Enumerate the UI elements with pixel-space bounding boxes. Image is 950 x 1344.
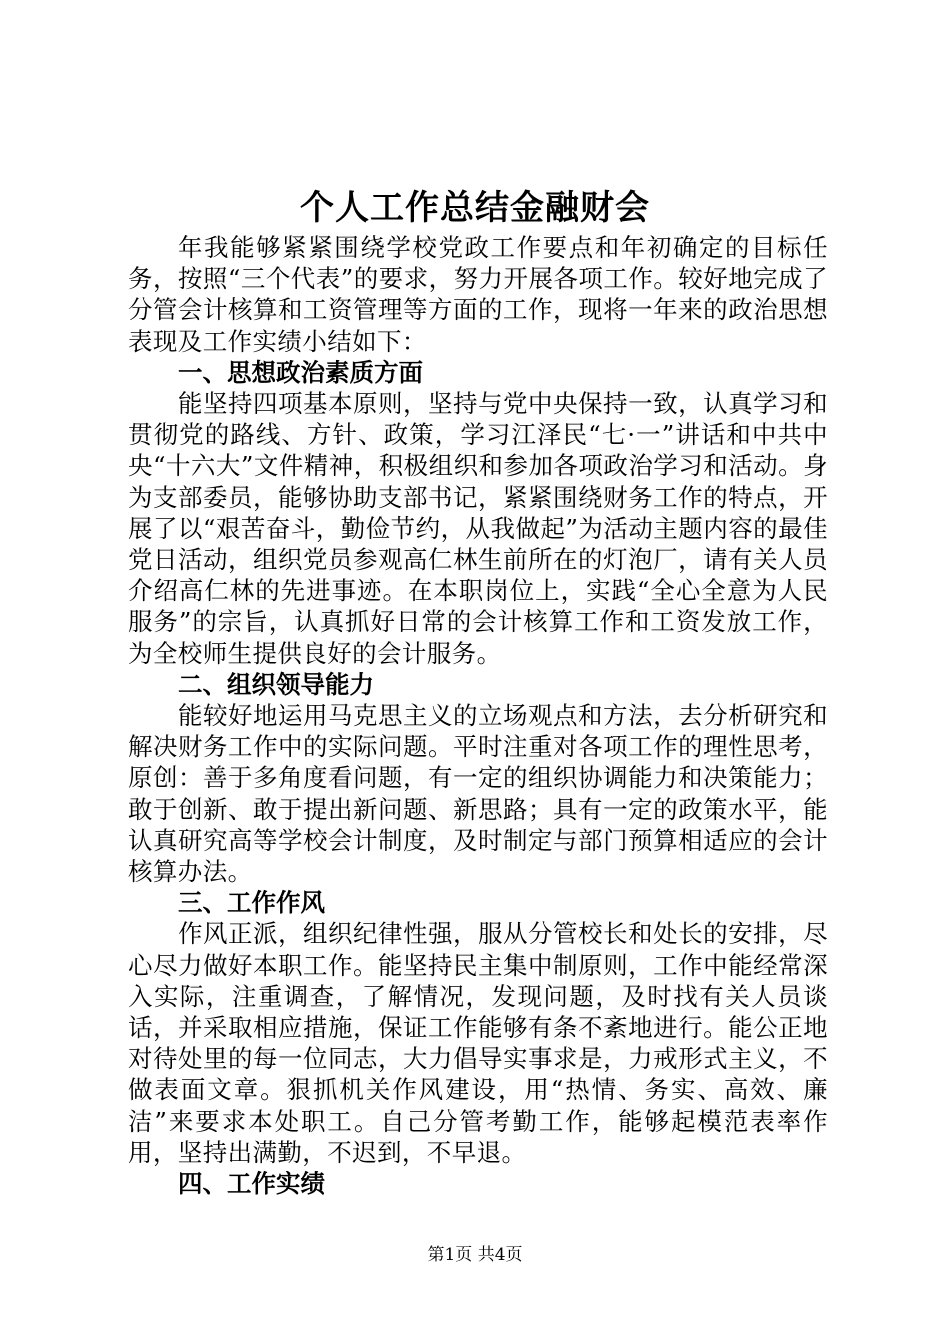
section-heading-2: 二、组织领导能力 (178, 669, 374, 699)
section-paragraph-2: 能较好地运用马克思主义的立场观点和方法，去分析研究和解决财务工作中的实际问题。平时注重对各项工作的理性思考，原创：善于多角度看问题，有一定的组织协调能力和决策能力；敢于创新、敢于提出新问题、新思路；具有一定的政策水平，能认真研究高等学校会计制度，及时制定与部门预算相适应的会计核算办法。 (128, 701, 828, 887)
document-title: 个人工作总结金融财会 (300, 188, 650, 228)
intro-paragraph: 年我能够紧紧围绕学校党政工作要点和年初确定的目标任务，按照“三个代表”的要求，努力开展各项工作。较好地完成了分管会计核算和工资管理等方面的工作，现将一年来的政治思想表现及工作实绩小结如下： (128, 233, 828, 356)
document-body (128, 232, 828, 1199)
section-paragraph-1: 能坚持四项基本原则，坚持与党中央保持一致，认真学习和贯彻党的路线、方针、政策，学习江泽民“七·一”讲话和中共中央“十六大”文件精神，积极组织和参加各项政治学习和活动。身为支部委员，能够协助支部书记，紧紧围绕财务工作的特点，开展了以“艰苦奋斗，勤俭节约，从我做起”为活动主题内容的最佳党日活动，组织党员参观高仁林生前所在的灯泡厂，请有关人员介绍高仁林的先进事迹。在本职岗位上，实践“全心全意为人民服务”的宗旨，认真抓好日常的会计核算工作和工资发放工作，为全校师生提供良好的会计服务。 (128, 389, 828, 668)
section-heading-3: 三、工作作风 (178, 888, 325, 918)
page-footer: 第1页 共4页 (427, 1245, 523, 1265)
section-heading-4: 四、工作实绩 (178, 1169, 325, 1199)
section-paragraph-3: 作风正派，组织纪律性强，服从分管校长和处长的安排，尽心尽力做好本职工作。能坚持民主集中制原则，工作中能经常深入实际，注重调查，了解情况，发现问题，及时找有关人员谈话，并采取相应措施，保证工作能够有条不紊地进行。能公正地对待处里的每一位同志，大力倡导实事求是，力戒形式主义，不做表面文章。狠抓机关作风建设，用“热情、务实、高效、廉洁”来要求本处职工。自己分管考勤工作，能够起模范表率作用，坚持出满勤，不迟到，不早退。 (128, 919, 828, 1167)
section-heading-1: 一、思想政治素质方面 (178, 357, 423, 387)
